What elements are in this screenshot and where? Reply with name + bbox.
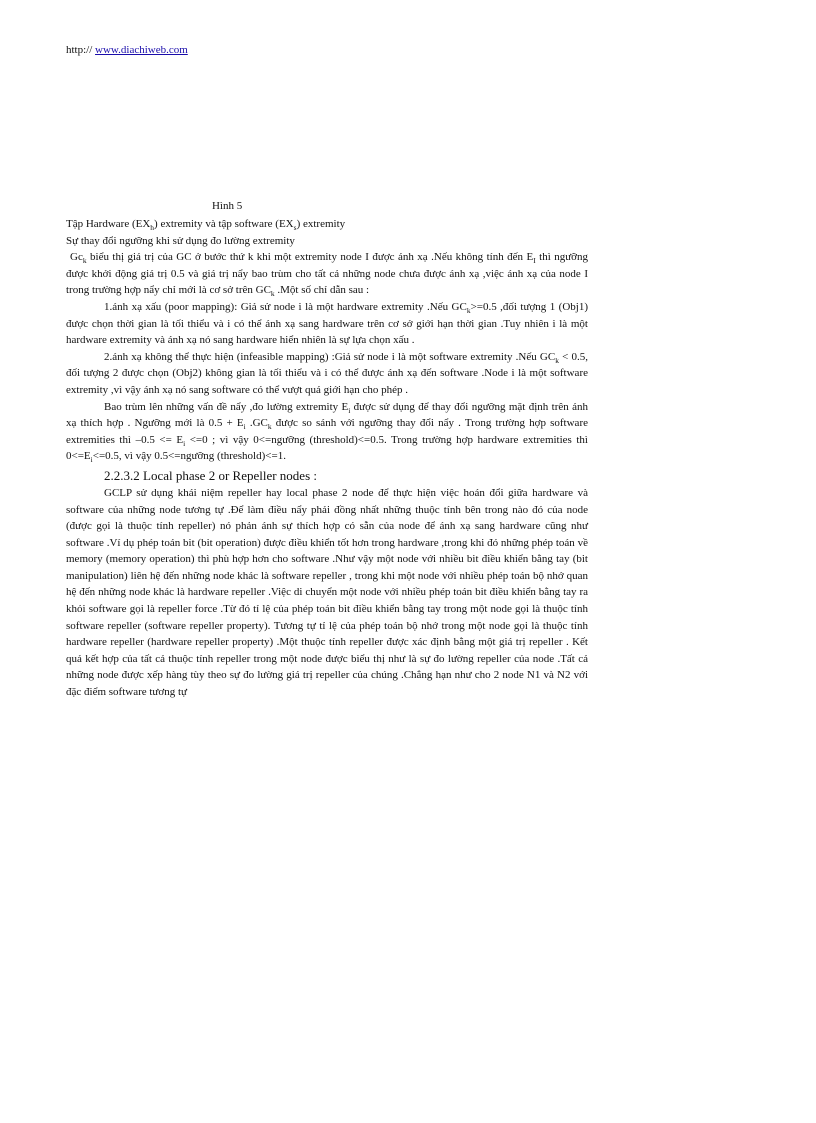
website-link[interactable]: www.diachiweb.com <box>95 44 188 56</box>
url-prefix: http:// <box>66 44 93 56</box>
paragraph-infeasible-mapping: 2.ánh xạ không thể thực hiện (infeasible mapping) :Giả sử node i là một software extremity .Nếu $GC_k < 0.5$, đối tượng 2 được chọn (Obj2) không gian là tối thiểu và i có thể được ánh xạ đến software .Node i là một software extremity ,vì vậy ánh xạ nó sang software có thể vượt quá giới hạn cho phép . <box>66 350 588 396</box>
paragraph-poor-mapping: 1.ánh xạ xấu (poor mapping): Giả sử node i là một hardware extremity .Nếu $GC_k>=0.5$ ,đối tượng 1 (Obj1) được chọn thời gian là tối thiểu và i có thể ánh xạ sang hardware trên cơ sở giới hạn thời gian .Tuy nhiên i là một hardware extremity và ánh xạ nó sang hardware hiển nhiên là sự lựa chọn xấu . <box>66 300 588 347</box>
paragraph-extremity-threshold: Bao trùm lên những vấn đề nẩy ,đo lường extremity $E_i$ được sử dụng để thay đổi ngưỡng mặt định trên ánh xạ thích hợp . Ngưỡng mới là $0.5 + E_i$ $.GC_k$ được so sánh với ngưỡng thay đổi nẩy . Trong trường hợp software extremities thì $-0.5 <= E_i <=0$ ; vì vậy 0<=ngưỡng (threshold)<=0.5. Trong trường hợp hardware extremities thì $0<=E_i<=0.5$, vì vậy 0.5<=ngưỡng (threshold)<=1. <box>66 400 588 465</box>
paragraph-repeller: GCLP sử dụng khái niệm repeller hay local phase 2 node để thực hiện việc hoán đổi giữa hardware và software của những node tương tự .Để làm điều nẩy phải đồng nhất những thuộc tính bên trong nào đó của node (được gọi là thuộc tính repeller) nó phản ánh sự thích hợp có sẵn của node để ánh xạ sang hardware cũng như software .Ví dụ phép toán bit (bit operation) được điều khiển tốt hơn trong hardware ,trong khi đó những phép toán về memory (memory operation) thì phù hợp hơn cho software .Như vậy một node với nhiều bit điều khiển bằng tay (bit manipulation) liên hệ đến những node khác là software repeller , trong khi một node với nhiều phép toán bộ nhớ quan hệ đến những node khác là hardware repeller .Việc di chuyển một node với nhiều phép toán bit điều khiển bằng tay ra khỏi software gọi là repeller force .Từ đó tỉ lệ của phép toán bit điều khiển bằng tay trong một node gọi là thuộc tính software repeller (software repeller property). Tương tự tỉ lệ của phép toán bộ nhớ trong một node gọi là thuộc tính hardware repeller (hardware repeller property) .Một thuộc tính repeller được xác định bằng một giá trị repeller . Kết quả kết hợp của tất cả thuộc tính repeller trong một node được biểu thị như là sự đo lường repeller của node .Tất cả những node được xếp hàng tùy theo sự đo lường giá trị repeller của chúng .Chẳng hạn như cho 2 node N1 và N2 với đặc điểm software tương tự <box>66 486 588 699</box>
figure-caption: Hình 5 <box>212 200 243 212</box>
document-body <box>66 216 588 701</box>
figure-description-line-1: Tập Hardware $(EX_h)$ extremity và tập software $(EX_s)$ extremity <box>66 218 346 233</box>
section-heading: 2.2.3.2 Local phase 2 or Repeller nodes : <box>104 467 317 483</box>
paragraph-gck: $Gc_k$ biểu thị giá trị của GC ở bước thứ k khi một extremity node I được ánh xạ .Nếu không tính đến $E_I$ thì ngưỡng được khởi động giá trị 0.5 và giá trị nẩy bao trùm cho tất cả những node chưa được ánh xạ ,việc ánh xạ của node I trong trường hợp nẩy chỉ mới là cơ sở trên $GC_k$ .Một số chỉ dẫn sau : <box>66 251 588 299</box>
figure-description-line-2: Sự thay đổi ngưỡng khi sử dụng đo lường extremity <box>66 234 295 247</box>
page-header <box>66 44 188 56</box>
